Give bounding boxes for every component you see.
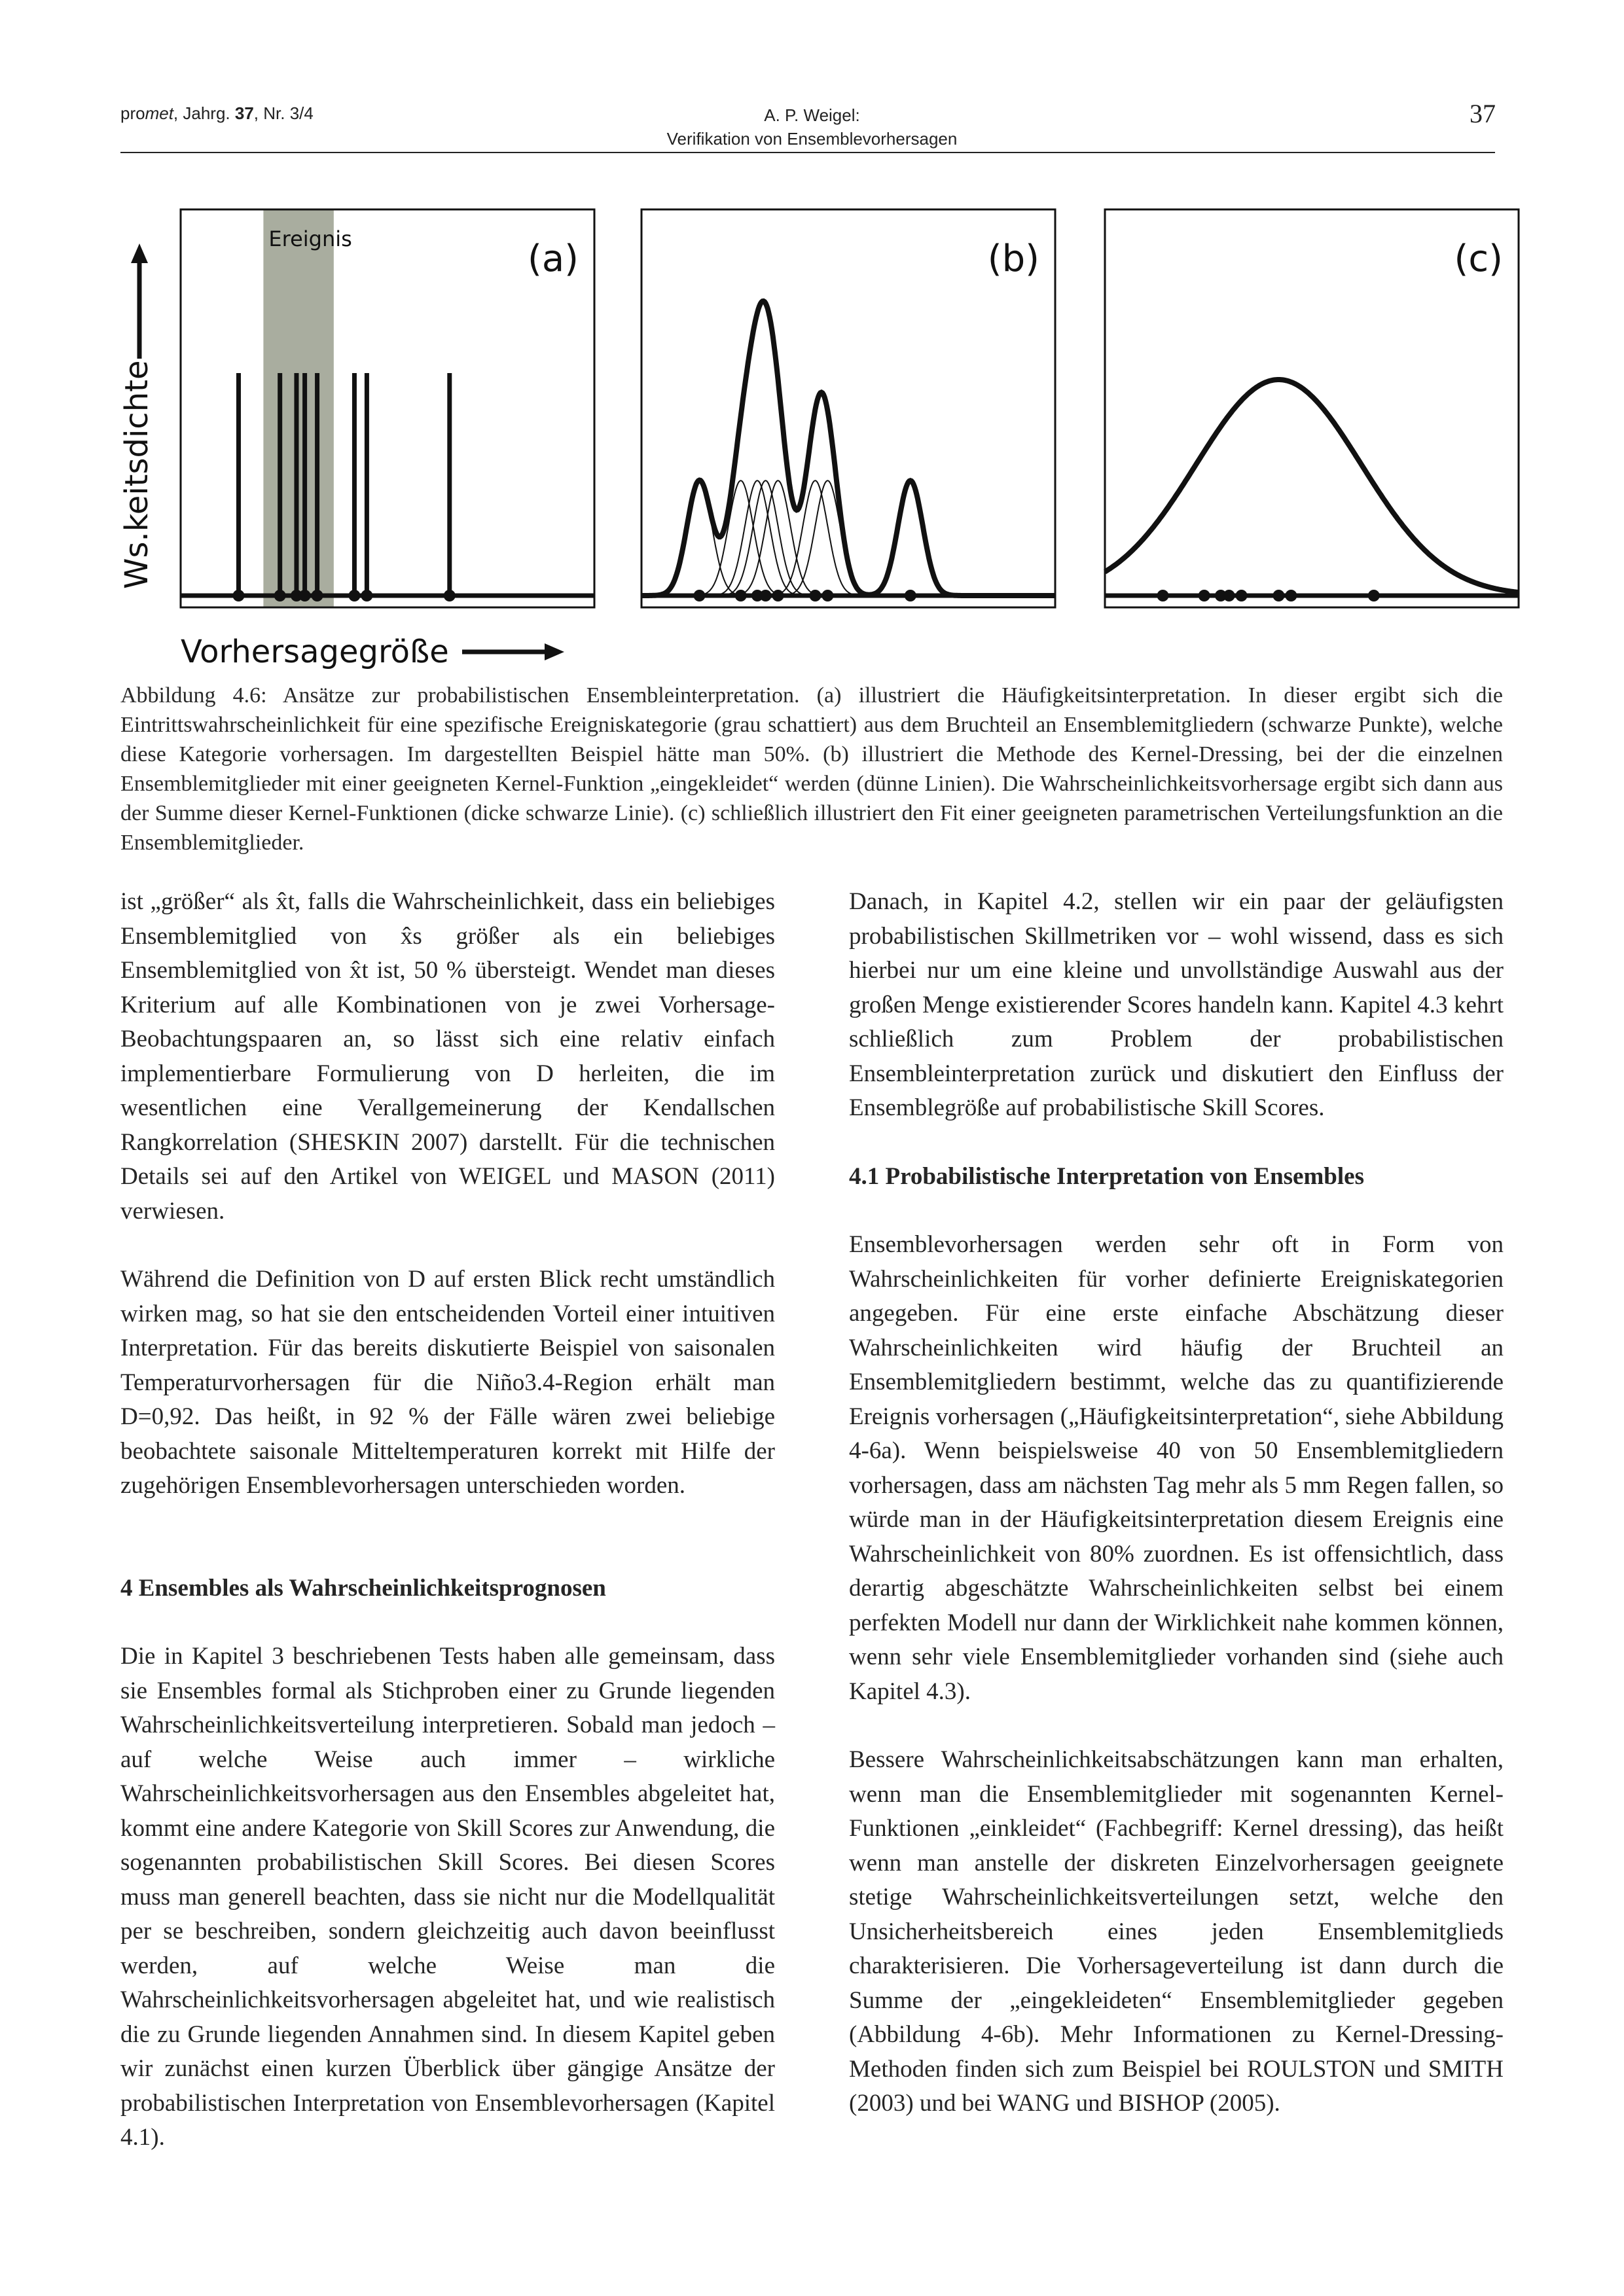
x-axis-arrowhead	[545, 643, 564, 660]
figure-caption: Abbildung 4.6: Ansätze zur probabilistischen Ensembleinterpretation. (a) illustriert die Häufigkeitsinterpretation. In dieser ergibt sich die Eintrittswahrscheinlichkeit für eine spezifische Ereigniskategorie (grau schattiert) aus dem Bruchteil an Ensemblemitgliedern (schwarze Punkte), welche diese Kategorie vorhersagen. Im dargestellten Beispiel hätte man 50%. (b) illustriert die Methode des Kernel-Dressing, bei der die einzelnen Ensemblemitglieder mit einer geeigneten Kernel-Funktion „eingekleidet“ werden (dünne Linien). Die Wahrscheinlichkeitsvorhersage ergibt sich dann aus der Summe dieser Kernel-Funktionen (dicke schwarze Linie). (c) schließlich illustriert den Fit einer geeigneten parametrischen Verteilungsfunktion an die Ensemblemitglieder.	[120, 683, 1503, 855]
panel-label: (a)	[527, 238, 579, 280]
paragraph: Die in Kapitel 3 beschriebenen Tests haben alle gemeinsam, dass sie Ensembles formal als Stichproben einer zu Grunde liegenden Wahrscheinlichkeitsverteilung interpretieren. Sobald man jedoch – auf welche Weise auch immer – wirkliche Wahrscheinlichkeitsvorhersagen aus den Ensembles abgeleitet hat, kommt eine andere Kategorie von Skill Scores zur Anwendung, die sogenannten probabilistischen Skill Scores. Bei diesen Scores muss man generell beachten, dass sie nicht nur die Modellqualität per se beschreiben, sondern gleichzeitig auch davon beeinflusst werden, auf welche Weise man die Wahrscheinlichkeitsvorhersagen abgeleitet hat, und wie realistisch die zu Grunde liegenden Annahmen sind. In diesem Kapitel geben wir zunächst einen kurzen Überblick über gängige Ansätze der probabilistischen Interpretation von Ensemblevorhersagen (Kapitel 4.1).	[120, 1643, 775, 2151]
right-column	[849, 885, 1504, 2121]
header-author: A. P. Weigel:	[764, 105, 860, 125]
ensemble-member-dot	[735, 590, 747, 601]
kernel-curve	[861, 480, 960, 596]
ensemble-member-dot	[361, 590, 372, 601]
y-axis-arrowhead	[131, 243, 148, 263]
header-article-title: Verifikation von Ensemblevorhersagen	[666, 129, 958, 149]
journal-volume: 37	[234, 103, 254, 123]
ensemble-member-dot	[1223, 590, 1235, 601]
journal-issue: 3/4	[289, 103, 314, 123]
y-axis-label: Ws.keitsdichte	[118, 360, 155, 589]
ensemble-member-dot	[1199, 590, 1210, 601]
ensemble-member-dot	[232, 590, 244, 601]
panel-c	[1105, 209, 1519, 607]
ensemble-member-dot	[312, 590, 323, 601]
left-column	[120, 885, 775, 2155]
paragraph: Ensemblevorhersagen werden sehr oft in Form von Wahrscheinlichkeiten für vorher definierte Ereigniskategorien angegeben. Für eine erste einfache Abschätzung dieser Wahrscheinlichkeiten wird häufig der Bruchteil an Ensemblemitgliedern bestimmt, welche das zu quantifizierende Ereignis vorhersagen („Häufigkeitsinterpretation“, siehe Abbildung 4-6a). Wenn beispielsweise 40 von 50 Ensemblemitgliedern vorhersagen, dass am nächsten Tag mehr als 5 mm Regen fallen, so würde man in der Häufigkeitsinterpretation diesem Ereignis eine Wahrscheinlichkeit von 80% zuordnen. Es ist offensichtlich, dass derartig abgeschätzte Wahrscheinlichkeiten selbst bei einem perfekten Modell nur dann der Wirklichkeit nahe kommen können, wenn sehr viele Ensemblemitglieder vorhanden sind (siehe auch Kapitel 4.3).	[849, 1231, 1504, 1705]
paragraph: Während die Definition von D auf ersten Blick recht umständlich wirken mag, so hat sie den entscheidenden Vorteil einer intuitiven Interpretation. Für das bereits diskutierte Beispiel von saisonalen Temperaturvorhersagen für die Niño3.4-Region erhält man D=0,92. Das heißt, in 92 % der Fälle wären zwei beliebige beobachtete saisonale Mitteltemperaturen korrekt mit Hilfe der zugehörigen Ensemblevorhersagen unterschieden worden.	[120, 1266, 775, 1499]
paragraph: Bessere Wahrscheinlichkeitsabschätzungen kann man erhalten, wenn man die Ensemblemitglieder mit sogenannten Kernel-Funktionen „einkleidet“ (Fachbegriff: Kernel dressing), das heißt wenn man anstelle der diskreten Einzelvorhersagen geeignete stetige Wahrscheinlichkeitsverteilungen setzt, welche den Unsicherheitsbereich eines jeden Ensemblemitglieds charakterisieren. Die Vorhersageverteilung ist dann durch die Summe der „eingekleideten“ Ensemblemitglieder gegeben (Abbildung 4-6b). Mehr Informationen zu Kernel-Dressing-Methoden finden sich zum Beispiel bei ROULSTON und SMITH (2003) und bei WANG und BISHOP (2005).	[849, 1746, 1504, 2117]
ensemble-member-dot	[1272, 590, 1284, 601]
ensemble-member-dot	[693, 590, 705, 601]
journal-year-label: , Jahrg.	[173, 103, 235, 123]
figure-svg	[98, 196, 1526, 681]
ensemble-member-dot	[274, 590, 286, 601]
x-axis-label: Vorhersagegröße	[181, 634, 449, 670]
kernel-sum-curve	[641, 301, 1055, 596]
panel-a	[181, 209, 594, 607]
ensemble-member-dot	[444, 590, 456, 601]
ensemble-member-dot	[821, 590, 833, 601]
panel-label: (b)	[987, 238, 1039, 280]
parametric-fit-curve	[1105, 380, 1519, 592]
ensemble-member-dot	[1285, 590, 1297, 601]
paragraph: Danach, in Kapitel 4.2, stellen wir ein paar der geläufigsten probabilistischen Skillmetriken vor – wohl wissend, dass es sich hierbei nur um eine kleine und unvollständige Auswahl aus der großen Menge existierender Scores handeln kann. Kapitel 4.3 kehrt schließlich zum Problem der probabilistischen Ensembleinterpretation zurück und diskutiert den Einfluss der Ensemblegröße auf probabilistische Skill Scores.	[849, 888, 1504, 1121]
journal-name-met: met	[145, 103, 173, 123]
ensemble-member-dot	[299, 590, 311, 601]
page-number: 37	[1470, 99, 1496, 128]
event-label: Ereignis	[268, 226, 352, 251]
ensemble-member-dot	[809, 590, 821, 601]
panel-b	[641, 209, 1055, 607]
running-header	[0, 103, 1624, 151]
journal-name-pro: pro	[120, 103, 145, 123]
panel-label: (c)	[1454, 238, 1503, 280]
subsection-heading: 4.1 Probabilistische Interpretation von Ensembles	[849, 1162, 1364, 1190]
ensemble-member-dot	[760, 590, 772, 601]
header-rule	[120, 152, 1495, 153]
section-heading: 4 Ensembles als Wahrscheinlichkeitsprognosen	[120, 1574, 606, 1602]
ensemble-member-dot	[1236, 590, 1248, 601]
paragraph: ist „größer“ als x̂t, falls die Wahrscheinlichkeit, dass ein beliebiges Ensemblemitglied von x̂s größer als ein beliebiges Ensemblemitglied von x̂t ist, 50 % übersteigt. Wendet man dieses Kriterium auf alle Kombinationen von je zwei Vorhersage-Beobachtungspaaren an, so lässt sich eine relativ einfach implementierbare Formulierung von D herleiten, die im wesentlichen eine Verallgemeinerung der Kendallschen Rangkorrelation (SHESKIN 2007) darstellt. Für die technischen Details sei auf den Artikel von WEIGEL und MASON (2011) verwiesen.	[120, 888, 775, 1225]
ensemble-member-dot	[1157, 590, 1168, 601]
ensemble-member-dot	[772, 590, 784, 601]
ensemble-member-dot	[1368, 590, 1380, 601]
figure-4-6	[98, 196, 1526, 681]
ensemble-member-dot	[905, 590, 916, 601]
ensemble-member-dot	[348, 590, 360, 601]
journal-issue-label: , Nr.	[253, 103, 290, 123]
